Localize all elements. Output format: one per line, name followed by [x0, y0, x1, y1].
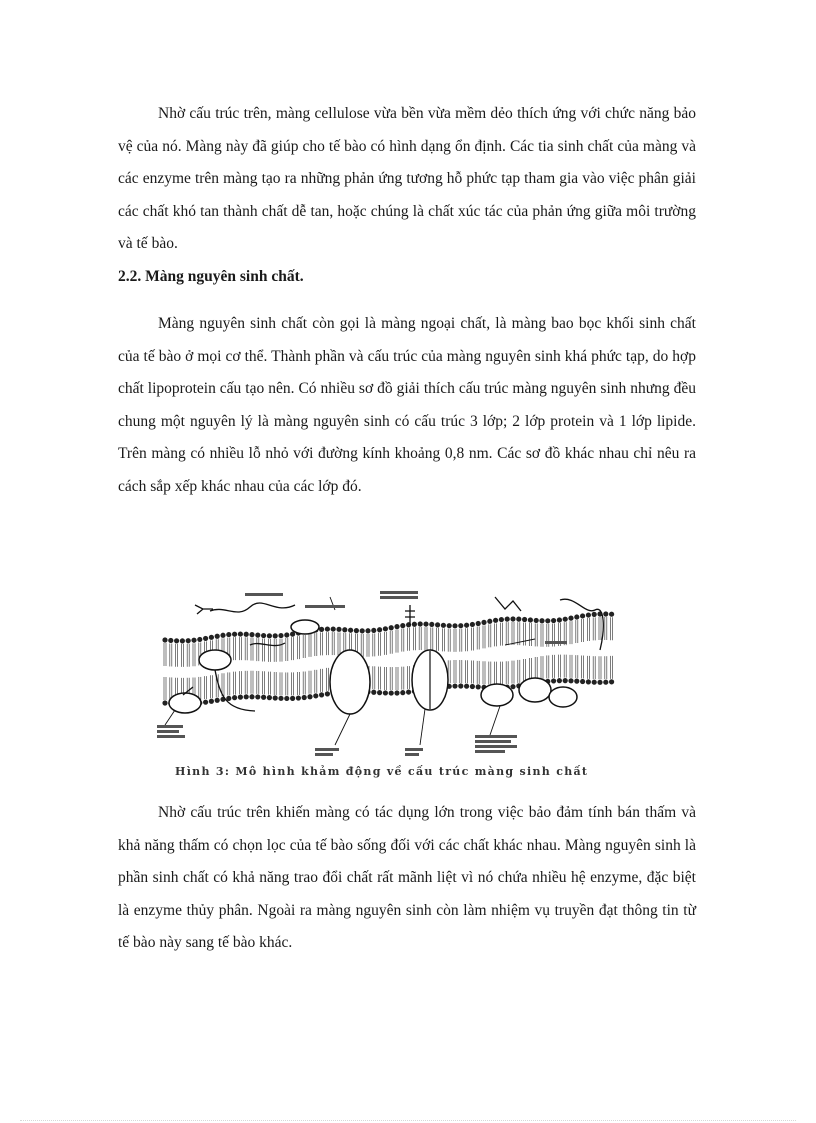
paragraph-membrane-text: Màng nguyên sinh chất còn gọi là màng ngoại chất, là màng bao bọc khối sinh chất của tế bào ở mọi cơ thể. Thành phần và cấu trúc của màng nguyên sinh khá phức tạp, do hợp chất lipoprotein cấu tạo nên. Có nhiều sơ đồ giải thích cấu trúc màng nguyên sinh nhưng đều chung một nguyên lý là màng nguyên sinh có cấu trúc 3 lớp; 2 lớp protein và 1 lớp lipide. Trên màng có nhiều lỗ nhỏ với đường kính khoảng 0,8 nm. Các sơ đồ khác nhau chỉ nêu ra cách sắp xếp khác nhau của các lớp đó. [118, 315, 696, 495]
paragraph-membrane [118, 308, 696, 503]
section-heading: 2.2. Màng nguyên sinh chất. [118, 268, 304, 285]
paragraph-function-text: Nhờ cấu trúc trên khiến màng có tác dụng lớn trong việc bảo đảm tính bán thấm và khả năng thấm có chọn lọc của tế bào sống đối với các chất khác nhau. Màng nguyên sinh là phần sinh chất có khả năng trao đổi chất rất mãnh liệt vì nó chứa nhiều hệ enzyme, đặc biệt là enzyme thủy phân. Ngoài ra màng nguyên sinh còn làm nhiệm vụ truyền đạt thông tin từ tế bào này sang tế bào khác. [118, 804, 696, 951]
figure-caption: Hình 3: Mô hình khảm động về cấu trúc màng sinh chất [175, 765, 589, 778]
paragraph-function [118, 797, 696, 960]
paragraph-cellulose [118, 98, 696, 261]
membrane-diagram [155, 585, 625, 763]
paragraph-cellulose-text: Nhờ cấu trúc trên, màng cellulose vừa bền vừa mềm dẻo thích ứng với chức năng bảo vệ của nó. Màng này đã giúp cho tế bào có hình dạng ổn định. Các tia sinh chất của màng và các enzyme trên màng tạo ra những phản ứng tương hỗ phức tạp tham gia vào việc phân giải các chất khó tan thành chất dễ tan, hoặc chúng là chất xúc tác của phản ứng giữa môi trường và tế bào. [118, 105, 696, 252]
page-bottom-rule [20, 1120, 796, 1121]
membrane-figure [155, 585, 625, 785]
